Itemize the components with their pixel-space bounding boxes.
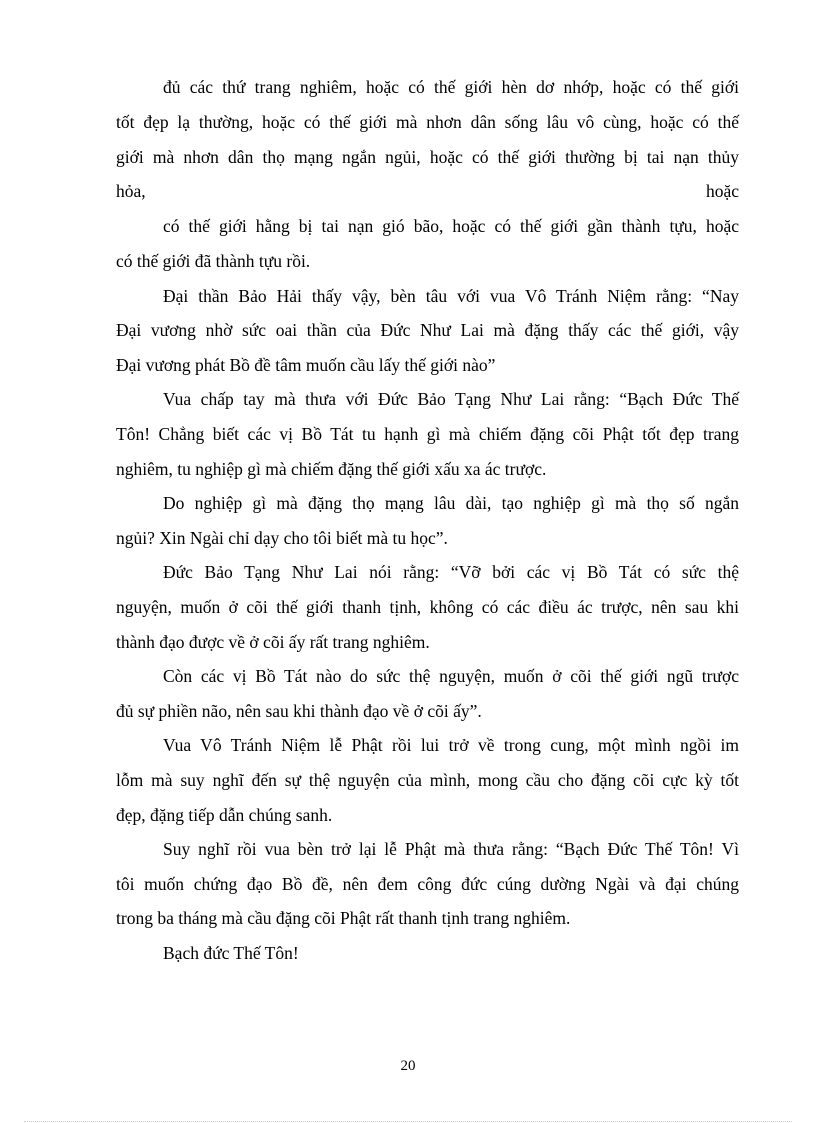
text-line: Còn các vị Bồ Tát nào do sức thệ nguyện, muốn ở cõi thế giới ngũ trược xyxy=(163,666,739,686)
text-line: tôi muốn chứng đạo Bồ đề, nên đem công đức cúng dường Ngài và đại chúng xyxy=(116,874,739,894)
text-line: trong ba tháng mà cầu đặng cõi Phật rất thanh tịnh trang nghiêm. xyxy=(116,908,571,928)
text-line: đủ sự phiền não, nên sau khi thành đạo về ở cõi ấy”. xyxy=(116,701,482,721)
page-number: 20 xyxy=(400,1058,416,1074)
text-line: thành đạo được về ở cõi ấy rất trang nghiêm. xyxy=(116,632,430,652)
page-bottom-rule xyxy=(24,1121,792,1122)
text-line: Đại thần Bảo Hải thấy vậy, bèn tâu với vua Vô Tránh Niệm rằng: “Nay xyxy=(163,286,739,306)
text-line: hỏa, xyxy=(116,181,146,201)
text-line: Đức Bảo Tạng Như Lai nói rằng: “Vỡ bởi các vị Bồ Tát có sức thệ xyxy=(163,562,739,582)
text-line: hoặc xyxy=(705,181,739,201)
text-line: nguyện, muốn ở cõi thế giới thanh tịnh, không có các điều ác trược, nên sau khi xyxy=(116,597,739,617)
text-line: Đại vương phát Bồ đề tâm muốn cầu lấy thế giới nào” xyxy=(116,355,496,375)
text-line: Suy nghĩ rồi vua bèn trở lại lễ Phật mà thưa rằng: “Bạch Đức Thế Tôn! Vì xyxy=(163,839,739,859)
text-line: Vua Vô Tránh Niệm lễ Phật rồi lui trở về trong cung, một mình ngồi im xyxy=(163,735,739,755)
text-line: Tôn! Chẳng biết các vị Bồ Tát tu hạnh gì mà chiếm đặng cõi Phật tốt đẹp trang xyxy=(116,424,739,444)
text-line: Đại vương nhờ sức oai thần của Đức Như Lai mà đặng thấy các thế giới, vậy xyxy=(116,320,739,340)
text-line: đẹp, đặng tiếp dẫn chúng sanh. xyxy=(116,805,333,825)
text-line: Do nghiệp gì mà đặng thọ mạng lâu dài, tạo nghiệp gì mà thọ số ngắn xyxy=(163,493,739,513)
text-line: Vua chấp tay mà thưa với Đức Bảo Tạng Như Lai rằng: “Bạch Đức Thế xyxy=(163,389,739,409)
text-line: có thế giới đã thành tựu rồi. xyxy=(116,251,311,271)
text-line: có thế giới hằng bị tai nạn gió bão, hoặc có thế giới gần thành tựu, hoặc xyxy=(163,216,739,236)
text-line: Bạch đức Thế Tôn! xyxy=(163,943,299,963)
text-line: đủ các thứ trang nghiêm, hoặc có thế giới hèn dơ nhớp, hoặc có thế giới xyxy=(163,77,739,97)
text-line: ngủi? Xin Ngài chỉ dạy cho tôi biết mà tu học”. xyxy=(116,528,448,548)
text-line: nghiêm, tu nghiệp gì mà chiếm đặng thế giới xấu xa ác trược. xyxy=(116,459,547,479)
text-line: tốt đẹp lạ thường, hoặc có thế giới mà nhơn dân sống lâu vô cùng, hoặc có thế xyxy=(116,112,739,132)
text-line: lỗm mà suy nghĩ đến sự thệ nguyện của mình, mong cầu cho đặng cõi cực kỳ tốt xyxy=(116,770,739,790)
text-line: giới mà nhơn dân thọ mạng ngắn ngủi, hoặc có thế giới thường bị tai nạn thủy xyxy=(116,147,739,167)
